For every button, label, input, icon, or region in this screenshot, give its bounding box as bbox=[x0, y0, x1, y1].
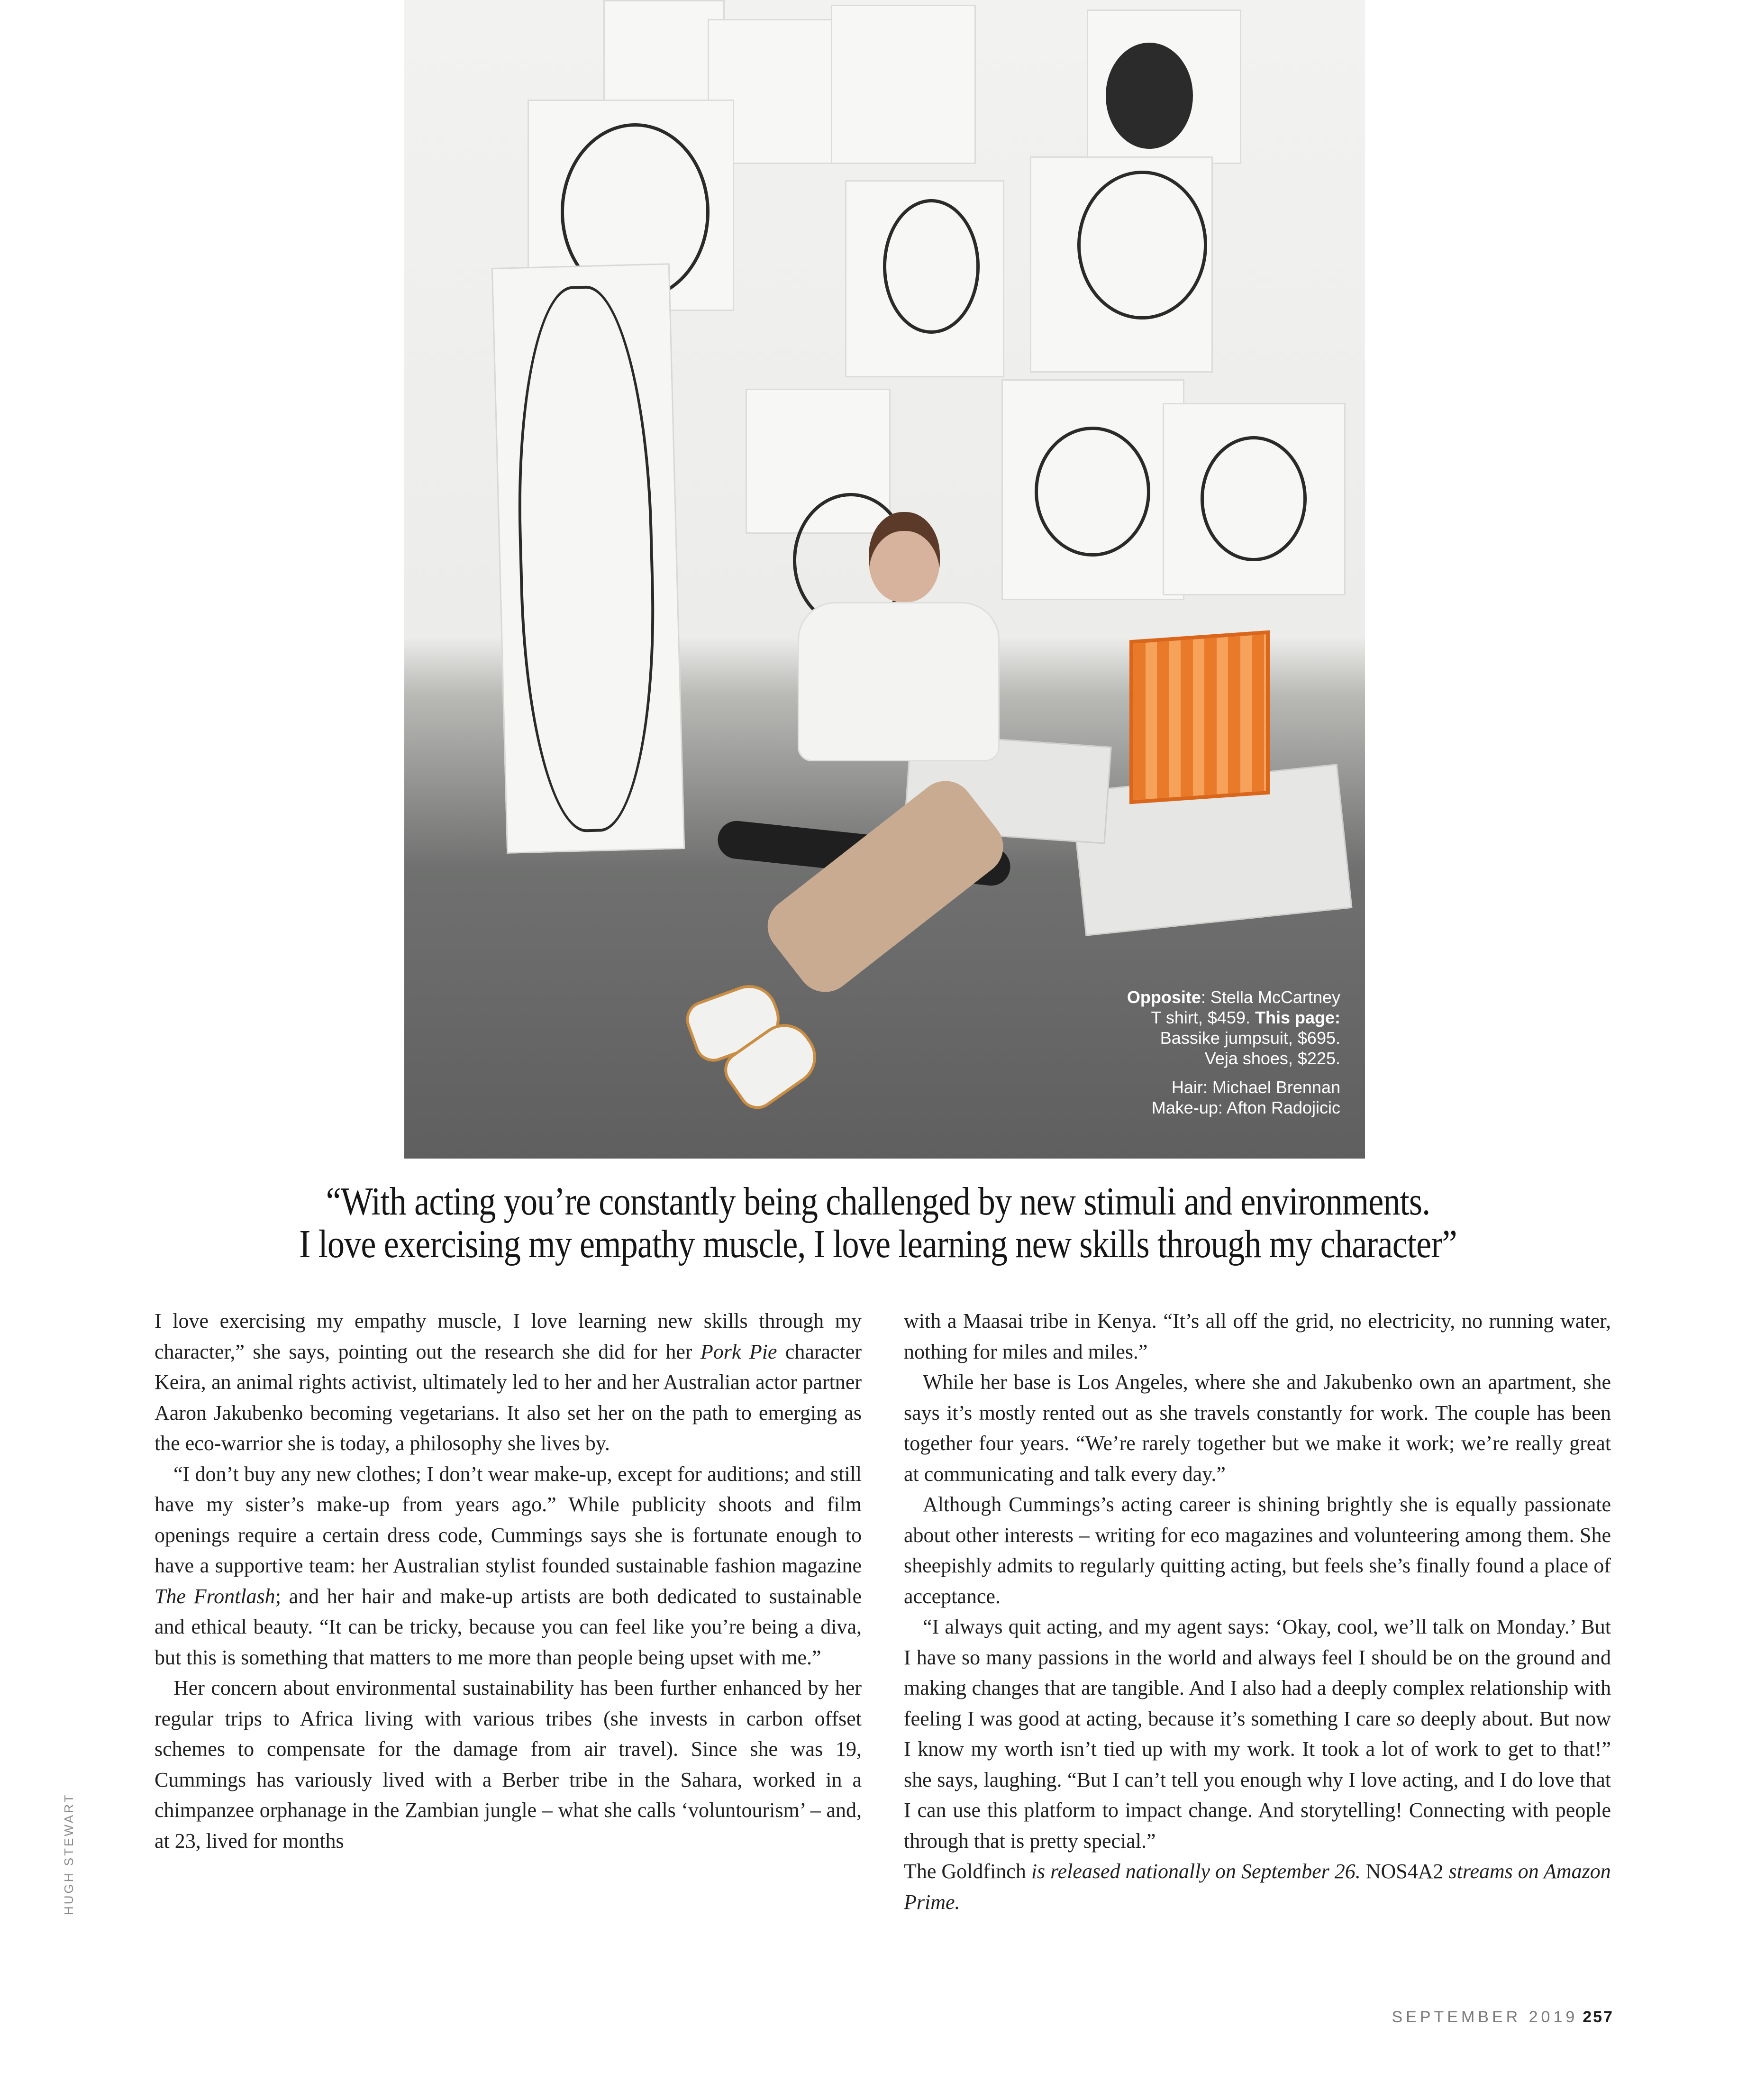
person bbox=[836, 512, 978, 749]
pull-quote-line: “With acting you’re constantly being challenged by new stimuli and environments. bbox=[326, 1179, 1430, 1223]
page-footer bbox=[1392, 2008, 1614, 2027]
doodle-face bbox=[1077, 171, 1207, 320]
text-run: ; and her hair and make-up artists are both dedicated to sustainable and ethical beauty. “It can be tricky, because you can feel like you’re being a diva, but this is something that matters to me more than people being upset with me.” bbox=[155, 1584, 862, 1669]
paragraph bbox=[155, 1306, 862, 1459]
text-run-italic: streams on Amazon Prime. bbox=[904, 1860, 1611, 1914]
body-column-left bbox=[155, 1306, 862, 1856]
text-run-italic: is released nationally on September 26. bbox=[1026, 1860, 1366, 1883]
release-note bbox=[904, 1856, 1611, 1917]
orange-crate bbox=[1129, 630, 1270, 804]
emphasis: so bbox=[1396, 1707, 1415, 1730]
person-shirt bbox=[798, 602, 1000, 761]
credit-line bbox=[1075, 1007, 1340, 1028]
credit-gap bbox=[1075, 1068, 1340, 1077]
credit-line: Veja shoes, $225. bbox=[1204, 1049, 1340, 1068]
page-number: 257 bbox=[1583, 2008, 1614, 2026]
issue-date: SEPTEMBER 2019 bbox=[1392, 2008, 1578, 2026]
person-head bbox=[869, 512, 940, 602]
title-italic: The Frontlash bbox=[155, 1584, 275, 1608]
makeup-credit: Make-up: Afton Radojicic bbox=[1151, 1098, 1340, 1117]
pull-quote bbox=[286, 1180, 1470, 1266]
doodle-face bbox=[1106, 43, 1193, 149]
text-run: character Keira, an animal rights activist, ultimately led to her and her Australian actor partner Aaron Jakubenko becoming vegetarians. It also set her on the path to emerging as the eco-warrior she is today, a philosophy she lives by. bbox=[155, 1340, 862, 1455]
fashion-credits bbox=[1075, 987, 1340, 1118]
paragraph: Although Cummings’s acting career is shining brightly she is equally passionate about other interests – writing for eco magazines and volunteering among them. She sheepishly admits to regularly quitting acting, but feels she’s finally found a place of acceptance. bbox=[904, 1493, 1611, 1608]
credit-label: Opposite bbox=[1127, 987, 1201, 1007]
doodle-face bbox=[1201, 436, 1307, 561]
paragraph: While her base is Los Angeles, where she and Jakubenko own an apartment, she says it’s mostly rented out as she travels constantly for work. The couple has been together four years. “We’re rarely together but we make it work; we’re really great at communicating and talk every day.” bbox=[904, 1370, 1611, 1486]
tall-drawing-board bbox=[491, 263, 685, 853]
credit-line bbox=[1075, 987, 1340, 1007]
body-column-right bbox=[904, 1306, 1611, 1917]
paragraph bbox=[904, 1612, 1611, 1856]
hair-credit: Hair: Michael Brennan bbox=[1171, 1077, 1340, 1097]
title-italic: Pork Pie bbox=[700, 1340, 777, 1363]
text-run: deeply about. But now I know my worth isn’t tied up with my work. It took a lot of work to get to that!” she says, laughing. “But I can’t tell you enough why I love acting, and I do love that I can use this platform to impact change. And storytelling! Connecting with people through that is pretty special.” bbox=[904, 1707, 1611, 1853]
credit-text: : Stella McCartney bbox=[1201, 987, 1340, 1007]
pull-quote-line: I love exercising my empathy muscle, I love learning new skills through my character” bbox=[299, 1222, 1457, 1266]
person-legs bbox=[756, 769, 1015, 1004]
credit-label: This page bbox=[1255, 1008, 1335, 1027]
wall-drawing bbox=[831, 5, 976, 164]
paragraph: Her concern about environmental sustainability has been further enhanced by her regular trips to Africa living with various tribes (she invests in carbon offset schemes to compensate for the damage from air travel). Since she was 19, Cummings has variously lived with a Berber tribe in the Sahara, worked in a chimpanzee orphanage in the Zambian jungle – what she calls ‘voluntourism’ – and, at 23, lived for months bbox=[155, 1676, 862, 1853]
credit-text: T shirt, $459. bbox=[1151, 1008, 1255, 1027]
doodle-face bbox=[512, 284, 660, 834]
credit-colon: : bbox=[1335, 1008, 1340, 1027]
text-run: “I don’t buy any new clothes; I don’t wear make-up, except for auditions; and still have my sister’s make-up from years ago.” While publicity shoots and film openings require a certain dress code, Cummings says she is fortunate enough to have a supportive team: her Australian stylist founded sustainable fashion magazine bbox=[155, 1462, 862, 1577]
credit-line: Bassike jumpsuit, $695. bbox=[1160, 1028, 1340, 1048]
doodle-face bbox=[1035, 427, 1150, 557]
feature-photo bbox=[404, 0, 1365, 1159]
photographer-credit: HUGH STEWART bbox=[62, 1793, 76, 1915]
paragraph bbox=[155, 1459, 862, 1673]
show-title: NOS4A2 bbox=[1365, 1860, 1444, 1883]
paragraph: with a Maasai tribe in Kenya. “It’s all off the grid, no electricity, no running water, nothing for miles and miles.” bbox=[904, 1309, 1611, 1363]
film-title: The Goldfinch bbox=[904, 1860, 1026, 1883]
doodle-face bbox=[883, 199, 980, 334]
text-run: “I always quit acting, and my agent says: ‘Okay, cool, we’ll talk on Monday.’ But I have so many passions in the world and always feel I should be on the ground and making changes that are tangible. And I also had a deeply complex relationship with feeling I was good at acting, because it’s something I care bbox=[904, 1615, 1611, 1730]
text-run: I love exercising my empathy muscle, I love learning new skills through my character,” she says, pointing out the research she did for her bbox=[155, 1309, 862, 1363]
